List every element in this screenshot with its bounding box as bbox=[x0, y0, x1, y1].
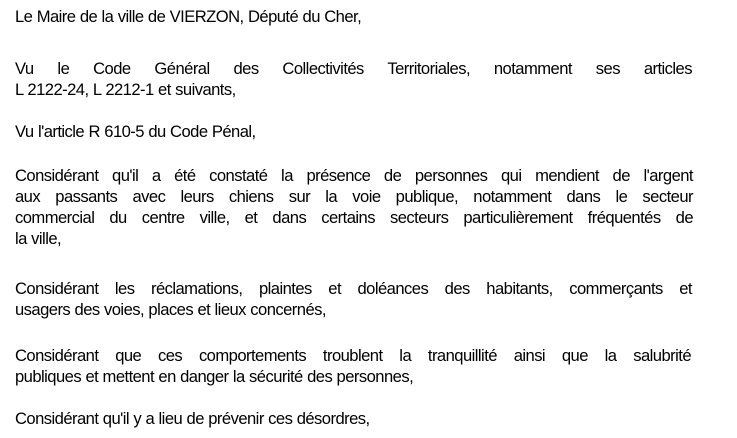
begging-finding-line-1: Considérant qu'il a été constaté la présence de personnes qui mendient de l'argent bbox=[15, 166, 693, 185]
begging-finding-line-2: aux passants avec leurs chiens sur la voie publique, notamment dans le secteur bbox=[15, 187, 693, 206]
complaints-line-2: usagers des voies, places et lieux concernés, bbox=[15, 300, 326, 319]
public-order-line-1: Considérant que ces comportements troublent la tranquillité ainsi que la salubrité bbox=[15, 346, 691, 365]
penal-code-line: Vu l'article R 610-5 du Code Pénal, bbox=[15, 122, 256, 141]
legal-basis-line-1: Vu le Code Général des Collectivités Territoriales, notamment ses articles bbox=[15, 59, 692, 78]
complaints-line-1: Considérant les réclamations, plaintes et doléances des habitants, commerçants et bbox=[15, 279, 692, 298]
legal-basis-line-2: L 2122-24, L 2212-1 et suivants, bbox=[15, 80, 236, 99]
begging-finding-line-3: commercial du centre ville, et dans certains secteurs particulièrement fréquentés de bbox=[15, 208, 693, 227]
mayor-intro-line: Le Maire de la ville de VIERZON, Député du Cher, bbox=[15, 7, 362, 26]
public-order-line-2: publiques et mettent en danger la sécurité des personnes, bbox=[15, 367, 414, 386]
prevention-line: Considérant qu'il y a lieu de prévenir ces désordres, bbox=[15, 409, 370, 428]
begging-finding-line-4: la ville, bbox=[15, 229, 62, 248]
